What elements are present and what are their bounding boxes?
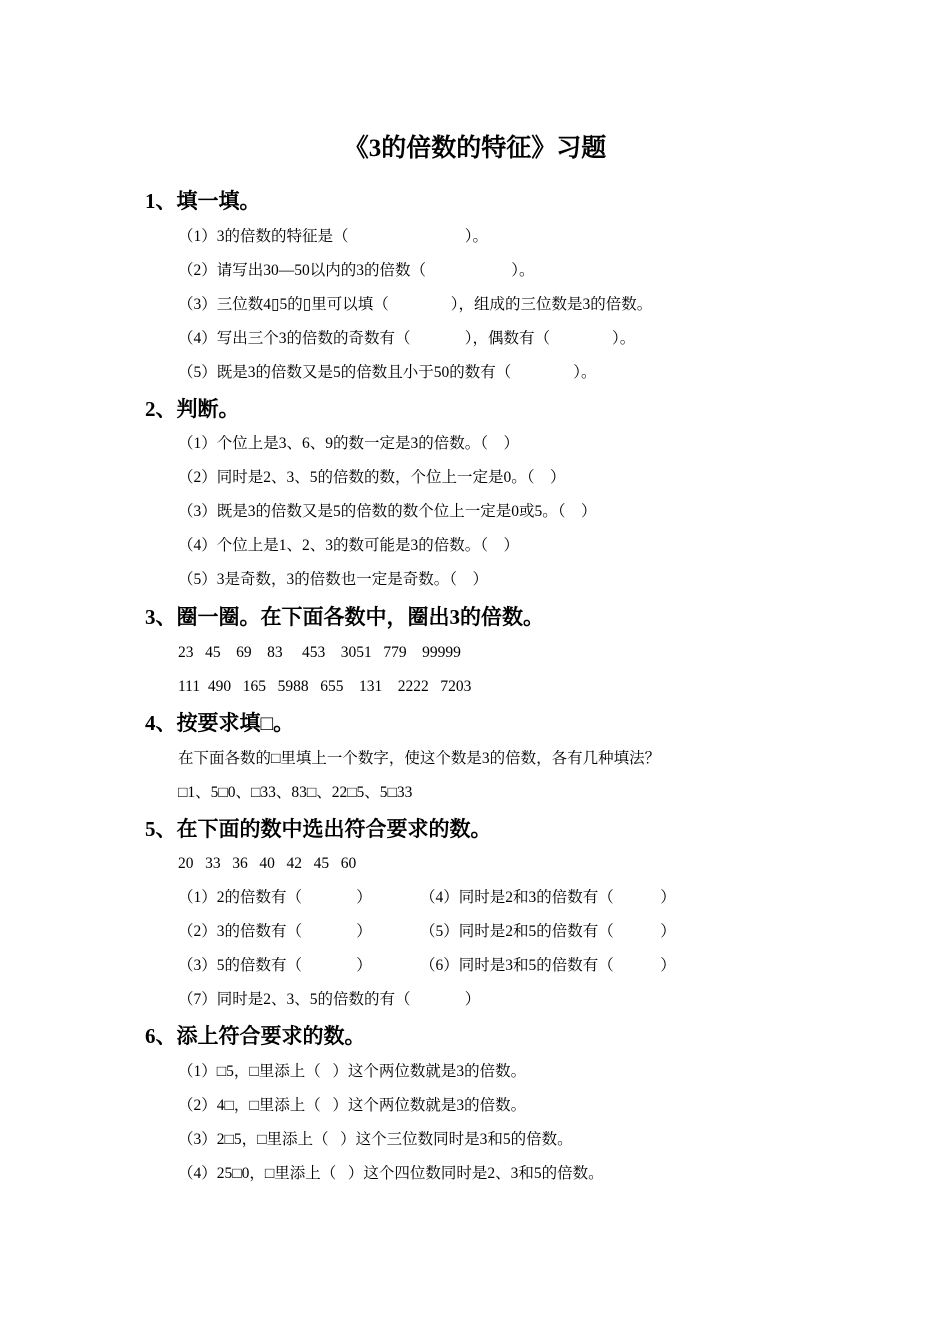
- s5-numbers: 20 33 36 40 42 45 60: [178, 855, 357, 872]
- s6-item-2: （2）4□，□里添上（ ）这个两位数就是3的倍数。: [178, 1097, 527, 1114]
- s5-item-5: （5）同时是2和5的倍数有（ ）: [420, 923, 676, 940]
- section-6-heading: 6、添上符合要求的数。: [145, 1024, 366, 1048]
- s6-item-3: （3）2□5，□里添上（ ）这个三位数同时是3和5的倍数。: [178, 1131, 573, 1148]
- section-5-heading: 5、在下面的数中选出符合要求的数。: [145, 817, 492, 841]
- s2-item-3: （3）既是3的倍数又是5的倍数的数个位上一定是0或5。（ ）: [178, 503, 597, 520]
- section-3-heading: 3、圈一圈。在下面各数中，圈出3的倍数。: [145, 605, 544, 629]
- s4-numbers: □1、5□0、□33、83□、22□5、5□33: [178, 784, 413, 801]
- s5-item-2: （2）3的倍数有（ ）: [178, 923, 372, 940]
- page-title: 《3的倍数的特征》习题: [343, 135, 607, 162]
- s5-item-6: （6）同时是3和5的倍数有（ ）: [420, 957, 676, 974]
- s1-item-1: （1）3的倍数的特征是（ ）。: [178, 228, 489, 245]
- s5-item-1: （1）2的倍数有（ ）: [178, 889, 372, 906]
- s5-item-3: （3）5的倍数有（ ）: [178, 957, 372, 974]
- s2-item-4: （4）个位上是1、2、3的数可能是3的倍数。（ ）: [178, 537, 520, 554]
- section-1-heading: 1、填一填。: [145, 189, 261, 213]
- s2-item-1: （1）个位上是3、6、9的数一定是3的倍数。（ ）: [178, 435, 520, 452]
- section-4-heading: 4、按要求填□。: [145, 711, 295, 735]
- section-2-heading: 2、判断。: [145, 397, 240, 421]
- s5-item-7: （7）同时是2、3、5的倍数的有（ ）: [178, 991, 481, 1008]
- s5-item-4: （4）同时是2和3的倍数有（ ）: [420, 889, 676, 906]
- s1-item-4: （4）写出三个3的倍数的奇数有（ ），偶数有（ ）。: [178, 330, 636, 347]
- s2-item-5: （5）3是奇数，3的倍数也一定是奇数。（ ）: [178, 571, 489, 588]
- s3-number-row-1: 23 45 69 83 453 3051 779 99999: [178, 644, 461, 661]
- s6-item-4: （4）25□0，□里添上（ ）这个四位数同时是2、3和5的倍数。: [178, 1165, 604, 1182]
- s4-instruction: 在下面各数的□里填上一个数字，使这个数是3的倍数，各有几种填法？: [178, 750, 661, 767]
- s3-number-row-2: 111 490 165 5988 655 131 2222 7203: [178, 678, 472, 695]
- s2-item-2: （2）同时是2、3、5的倍数的数，个位上一定是0。（ ）: [178, 469, 566, 486]
- s1-item-2: （2）请写出30—50以内的3的倍数（ ）。: [178, 262, 535, 279]
- s1-item-5: （5）既是3的倍数又是5的倍数且小于50的数有（ ）。: [178, 364, 597, 381]
- s6-item-1: （1）□5，□里添上（ ）这个两位数就是3的倍数。: [178, 1063, 527, 1080]
- s1-item-3: （3）三位数4▯5的▯里可以填（ ），组成的三位数是3的倍数。: [178, 296, 653, 313]
